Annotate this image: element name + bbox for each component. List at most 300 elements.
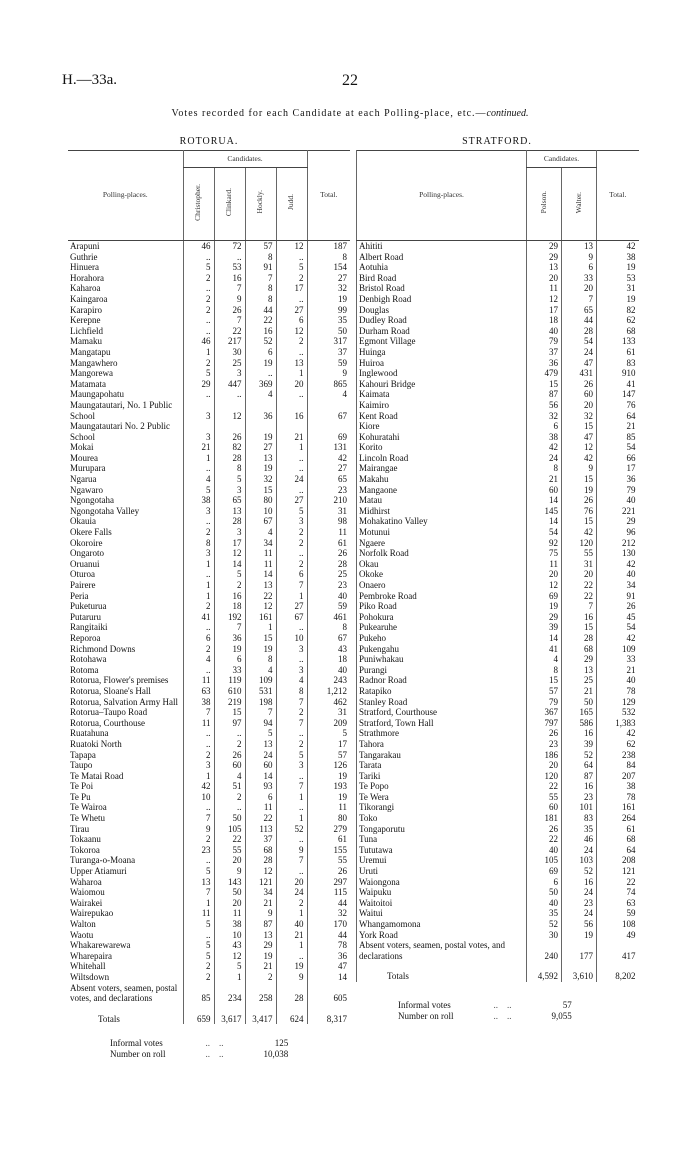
vote-cell: 22 — [527, 781, 562, 792]
table-row — [357, 622, 639, 633]
rotorua-col-candidates: Candidates. — [183, 151, 307, 168]
vote-cell: 5 — [183, 262, 214, 273]
total-cell: 109 — [597, 644, 639, 655]
vote-cell: 68 — [245, 845, 276, 856]
total-cell: 42 — [597, 728, 639, 739]
polling-place: Wairakei — [70, 897, 103, 908]
table-row — [357, 347, 639, 358]
vote-cell: 5 — [183, 951, 214, 962]
polling-place: Uremui — [357, 855, 527, 866]
total-cell: 74 — [597, 887, 639, 898]
vote-cell: 11 — [214, 908, 245, 919]
vote-cell: 2 — [183, 305, 214, 316]
vote-cell: 13 — [245, 930, 276, 941]
polling-place: Pukearuhe — [357, 622, 527, 633]
vote-cell: 72 — [214, 241, 245, 252]
table-row — [357, 930, 639, 941]
vote-cell: 13 — [245, 580, 276, 591]
vote-cell: 20 — [562, 400, 597, 411]
total-cell: 98 — [307, 516, 350, 527]
vote-cell: 54 — [527, 527, 562, 538]
polling-place: Rotorua, Courthouse — [70, 717, 145, 728]
polling-place: Ngongotaha Valley — [70, 505, 140, 516]
table-row — [357, 601, 639, 612]
vote-cell: 57 — [527, 686, 562, 697]
table-row — [68, 633, 350, 644]
vote-cell: 20 — [214, 855, 245, 866]
vote-cell: 4 — [245, 527, 276, 538]
vote-cell: 21 — [276, 930, 307, 941]
polling-place: Hinuera — [70, 262, 99, 273]
polling-place: Bird Road — [357, 273, 527, 284]
vote-cell: 29 — [562, 654, 597, 665]
vote-cell: 13 — [562, 241, 597, 252]
table-row — [68, 983, 350, 1004]
total-cell: 19 — [597, 294, 639, 305]
total-cell: 36 — [307, 951, 350, 962]
vote-cell: 1 — [214, 972, 245, 983]
table-row — [357, 612, 639, 623]
total-cell: 22 — [597, 877, 639, 888]
vote-cell: .. — [183, 855, 214, 866]
total-cell: 605 — [307, 983, 350, 1004]
vote-cell: 5 — [245, 728, 276, 739]
vote-cell: 258 — [245, 983, 276, 1004]
vote-cell: 28 — [276, 983, 307, 1004]
polling-place: Stratford, Courthouse — [357, 707, 527, 718]
table-row — [68, 336, 350, 347]
total-cell: 59 — [307, 358, 350, 369]
vote-cell: 34 — [245, 538, 276, 549]
table-row — [68, 739, 350, 750]
report-code: H.—33a. — [62, 72, 117, 88]
polling-place: Albert Road — [357, 252, 527, 263]
total-cell: 115 — [307, 887, 350, 898]
informal-label: Informal votes — [110, 1038, 163, 1049]
polling-place: Reporoa — [70, 632, 101, 643]
vote-cell: 6 — [562, 262, 597, 273]
vote-cell: 1 — [183, 898, 214, 909]
vote-cell: 60 — [527, 802, 562, 813]
vote-cell: 22 — [562, 591, 597, 602]
total-cell: 155 — [307, 845, 350, 856]
total-cell: 54 — [597, 442, 639, 453]
vote-cell: 28 — [562, 633, 597, 644]
vote-cell: 119 — [214, 675, 245, 686]
vote-cell: 55 — [527, 792, 562, 803]
total-cell: 37 — [307, 347, 350, 358]
vote-cell: 67 — [245, 516, 276, 527]
vote-cell: 5 — [276, 506, 307, 517]
total-cell: 21 — [597, 421, 639, 432]
vote-cell: 22 — [245, 591, 276, 602]
vote-cell: 34 — [245, 887, 276, 898]
total-cell: 38 — [597, 781, 639, 792]
vote-cell: 22 — [245, 315, 276, 326]
vote-cell: 15 — [245, 633, 276, 644]
table-row — [68, 358, 350, 369]
polling-place: Wharepaira — [70, 950, 112, 961]
vote-cell: 7 — [183, 887, 214, 898]
table-row — [68, 421, 350, 442]
vote-cell: 2 — [276, 273, 307, 284]
table-row — [68, 951, 350, 962]
vote-cell: 20 — [527, 273, 562, 284]
vote-cell: 7 — [562, 601, 597, 612]
total-cell: 243 — [307, 675, 350, 686]
table-row — [357, 898, 639, 909]
vote-cell: 52 — [527, 919, 562, 930]
polling-place: Upper Atiamuri — [70, 866, 127, 877]
total-cell: 32 — [307, 908, 350, 919]
vote-cell: 20 — [562, 569, 597, 580]
polling-place: Huinga — [357, 347, 527, 358]
polling-place: Maungatautari, No. 1 Public School — [70, 399, 173, 421]
total-cell: 99 — [307, 305, 350, 316]
vote-cell: .. — [183, 665, 214, 676]
vote-cell: 9 — [214, 866, 245, 877]
total-cell: 133 — [597, 336, 639, 347]
table-row — [357, 654, 639, 665]
table-row — [68, 845, 350, 856]
table-row — [68, 283, 350, 294]
vote-cell: 219 — [214, 697, 245, 708]
table-row — [357, 750, 639, 761]
vote-cell: .. — [214, 802, 245, 813]
vote-cell: 52 — [245, 336, 276, 347]
polling-place: Mamaku — [70, 336, 102, 347]
table-row — [68, 898, 350, 909]
total-cell: 84 — [597, 760, 639, 771]
vote-cell: 44 — [245, 305, 276, 316]
vote-cell: 22 — [562, 580, 597, 591]
table-row — [357, 739, 639, 750]
vote-cell: 3 — [276, 644, 307, 655]
total-cell: 31 — [597, 283, 639, 294]
vote-cell: 23 — [183, 845, 214, 856]
vote-cell: 3 — [183, 400, 214, 421]
vote-cell: 4 — [245, 665, 276, 676]
vote-cell: 7 — [245, 273, 276, 284]
vote-cell: 11 — [245, 559, 276, 570]
vote-cell: .. — [183, 930, 214, 941]
vote-cell: 27 — [276, 495, 307, 506]
polling-place: Stanley Road — [357, 697, 527, 708]
vote-cell: .. — [183, 516, 214, 527]
total-cell: 865 — [307, 379, 350, 390]
total-cell: 76 — [597, 400, 639, 411]
vote-cell: 624 — [276, 1004, 307, 1025]
rotorua-title: ROTORUA. — [179, 136, 239, 147]
total-cell: 154 — [307, 262, 350, 273]
vote-cell: 50 — [527, 887, 562, 898]
vote-cell: 60 — [562, 389, 597, 400]
vote-cell: 33 — [214, 665, 245, 676]
vote-cell: 3 — [276, 665, 307, 676]
vote-cell: 40 — [276, 919, 307, 930]
vote-cell: 29 — [527, 241, 562, 252]
vote-cell: 24 — [527, 453, 562, 464]
vote-cell: 1 — [183, 347, 214, 358]
vote-cell: 52 — [562, 750, 597, 761]
vote-cell: 39 — [562, 739, 597, 750]
vote-cell: 9 — [276, 845, 307, 856]
vote-cell: 9 — [245, 908, 276, 919]
vote-cell: 4 — [527, 654, 562, 665]
vote-cell: 4 — [183, 474, 214, 485]
polling-place: Kahouri Bridge — [357, 379, 527, 390]
table-row — [68, 824, 350, 835]
polling-place: Egmont Village — [357, 336, 527, 347]
vote-cell: 13 — [183, 877, 214, 888]
vote-cell: 87 — [527, 389, 562, 400]
vote-cell: 13 — [245, 453, 276, 464]
vote-cell: 5 — [276, 750, 307, 761]
total-cell: 108 — [597, 919, 639, 930]
stratford-col-place: Polling-places. — [357, 151, 527, 241]
vote-cell: 37 — [245, 834, 276, 845]
vote-cell: 21 — [245, 961, 276, 972]
polling-place: Kaimata — [357, 389, 527, 400]
total-cell: 461 — [307, 612, 350, 623]
table-row — [68, 855, 350, 866]
table-row — [357, 866, 639, 877]
table-row — [68, 591, 350, 602]
table-row — [68, 580, 350, 591]
total-cell: 41 — [597, 379, 639, 390]
total-cell: 14 — [307, 972, 350, 983]
table-row — [357, 760, 639, 771]
vote-cell: 32 — [527, 411, 562, 422]
vote-cell: 586 — [562, 718, 597, 729]
polling-place: Tariki — [357, 771, 527, 782]
vote-cell: 2 — [276, 559, 307, 570]
vote-cell: 21 — [562, 686, 597, 697]
table-row — [357, 516, 639, 527]
vote-cell: 56 — [527, 400, 562, 411]
vote-cell: 28 — [214, 453, 245, 464]
table-row — [357, 548, 639, 559]
total-cell: 44 — [307, 930, 350, 941]
rotorua-footer: Informal votes .. .. 125 Number on roll .. .. 10,038 — [110, 1038, 289, 1060]
vote-cell: 7 — [214, 622, 245, 633]
table-row — [357, 675, 639, 686]
vote-cell: 27 — [276, 601, 307, 612]
candidate-header: Polson. — [538, 191, 548, 214]
total-cell: 121 — [597, 866, 639, 877]
polling-place: Ongaroto — [70, 548, 104, 559]
table-row — [68, 347, 350, 358]
vote-cell: 5 — [183, 485, 214, 496]
vote-cell: 9 — [214, 294, 245, 305]
vote-cell: 1 — [245, 622, 276, 633]
table-row — [68, 877, 350, 888]
table-row — [357, 283, 639, 294]
vote-cell: 2 — [276, 538, 307, 549]
vote-cell: .. — [276, 834, 307, 845]
total-cell: 78 — [597, 686, 639, 697]
polling-place: Norfolk Road — [357, 548, 527, 559]
vote-cell: 47 — [562, 358, 597, 369]
totals-label: Totals — [98, 1013, 120, 1024]
vote-cell: 3 — [214, 368, 245, 379]
table-row — [68, 686, 350, 697]
table-row — [357, 463, 639, 474]
table-row — [68, 866, 350, 877]
polling-place: Mangawhero — [70, 357, 118, 368]
vote-cell: 7 — [276, 580, 307, 591]
vote-cell: 35 — [562, 824, 597, 835]
vote-cell: 120 — [527, 771, 562, 782]
polling-place: Kerepne — [70, 315, 101, 326]
vote-cell: 50 — [214, 813, 245, 824]
vote-cell: 10 — [183, 792, 214, 803]
vote-cell: 3 — [183, 548, 214, 559]
vote-cell: .. — [276, 951, 307, 962]
vote-cell: 16 — [214, 591, 245, 602]
total-cell: 910 — [597, 368, 639, 379]
stratford-title: STRATFORD. — [462, 136, 532, 147]
vote-cell: 3 — [214, 485, 245, 496]
vote-cell: 6 — [245, 792, 276, 803]
table-row — [68, 527, 350, 538]
table-row — [357, 792, 639, 803]
vote-cell: 1 — [276, 940, 307, 951]
polling-place: Pohokura — [357, 612, 527, 623]
table-row — [68, 612, 350, 623]
vote-cell: 26 — [527, 824, 562, 835]
rotorua-panel — [68, 136, 350, 1060]
table-row — [68, 622, 350, 633]
vote-cell: 4 — [276, 675, 307, 686]
polling-place: Bristol Road — [357, 283, 527, 294]
vote-cell: 3,417 — [245, 1004, 276, 1025]
vote-cell: .. — [183, 389, 214, 400]
polling-place: Mangaone — [357, 485, 527, 496]
vote-cell: 5 — [214, 474, 245, 485]
vote-cell: 2 — [183, 601, 214, 612]
polling-place: Waiongona — [357, 877, 527, 888]
total-cell: 462 — [307, 697, 350, 708]
vote-cell: 21 — [245, 898, 276, 909]
table-row — [68, 548, 350, 559]
rotorua-col-total: Total. — [307, 151, 350, 241]
total-cell: 44 — [307, 898, 350, 909]
vote-cell: 38 — [183, 495, 214, 506]
polling-place: Ruatoki North — [70, 738, 122, 749]
vote-cell: 8 — [245, 294, 276, 305]
table-row — [68, 463, 350, 474]
vote-cell: 14 — [527, 633, 562, 644]
polling-place: Taupo — [70, 760, 93, 771]
polling-place: Tututawa — [357, 845, 527, 856]
vote-cell: .. — [183, 463, 214, 474]
vote-cell: 30 — [527, 930, 562, 941]
vote-cell: 20 — [214, 898, 245, 909]
table-row — [357, 633, 639, 644]
polling-place: Mourea — [70, 452, 98, 463]
vote-cell: 24 — [562, 845, 597, 856]
vote-cell: 1 — [276, 908, 307, 919]
vote-cell: 6 — [527, 877, 562, 888]
vote-cell: 27 — [276, 305, 307, 316]
polling-place: Makahu — [357, 474, 527, 485]
total-cell: 62 — [597, 315, 639, 326]
polling-place: Okau — [357, 559, 527, 570]
total-cell: 23 — [307, 580, 350, 591]
vote-cell: 53 — [214, 262, 245, 273]
total-cell: 47 — [307, 961, 350, 972]
total-cell: 8 — [307, 252, 350, 263]
table-row — [357, 855, 639, 866]
total-cell: 8,317 — [307, 1004, 350, 1025]
vote-cell: 234 — [214, 983, 245, 1004]
totals-label: Totals — [357, 961, 527, 982]
vote-cell: 5 — [214, 961, 245, 972]
polling-place: Pairere — [70, 580, 96, 590]
vote-cell: 29 — [527, 612, 562, 623]
polling-place: Uruti — [357, 866, 527, 877]
vote-cell: 24 — [562, 347, 597, 358]
vote-cell: 75 — [527, 548, 562, 559]
polling-place: Karapiro — [70, 304, 102, 315]
vote-cell: 30 — [214, 347, 245, 358]
vote-cell: 29 — [245, 940, 276, 951]
polling-place: Te Poi — [70, 781, 94, 792]
polling-place: Matau — [357, 495, 527, 506]
total-cell: 42 — [597, 241, 639, 252]
total-cell: 53 — [597, 273, 639, 284]
page-subtitle: Votes recorded for each Candidate at each Polling-place, etc.—continued. — [171, 108, 529, 119]
polling-place: Okoroire — [70, 537, 103, 548]
candidate-header: Christopher. — [193, 183, 203, 221]
total-cell: 42 — [597, 633, 639, 644]
polling-place: Piko Road — [357, 601, 527, 612]
vote-cell: 13 — [214, 506, 245, 517]
vote-cell: 447 — [214, 379, 245, 390]
polling-place: Tokaanu — [70, 834, 101, 845]
polling-place: Te Wairoa — [70, 802, 107, 813]
total-cell: 532 — [597, 707, 639, 718]
total-cell: 130 — [597, 548, 639, 559]
vote-cell: 29 — [183, 379, 214, 390]
vote-cell: 38 — [527, 432, 562, 443]
total-cell: 64 — [597, 411, 639, 422]
table-row — [357, 686, 639, 697]
polling-place: Pukeho — [357, 633, 527, 644]
vote-cell: 19 — [214, 644, 245, 655]
vote-cell: 7 — [183, 813, 214, 824]
roll-value: 10,038 — [263, 1049, 289, 1060]
vote-cell: 4,592 — [527, 961, 562, 982]
table-row — [357, 877, 639, 888]
table-row — [68, 834, 350, 845]
table-row — [68, 442, 350, 453]
vote-cell: 93 — [245, 781, 276, 792]
vote-cell: 54 — [562, 336, 597, 347]
total-cell: 264 — [597, 813, 639, 824]
table-row — [357, 569, 639, 580]
vote-cell: .. — [276, 463, 307, 474]
polling-place: Kiore — [357, 421, 527, 432]
table-row — [68, 707, 350, 718]
vote-cell: 2 — [276, 336, 307, 347]
vote-cell: 92 — [527, 538, 562, 549]
vote-cell: 16 — [562, 612, 597, 623]
vote-cell: 19 — [245, 463, 276, 474]
vote-cell: 5 — [183, 940, 214, 951]
polling-place: Tapapa — [70, 749, 96, 760]
